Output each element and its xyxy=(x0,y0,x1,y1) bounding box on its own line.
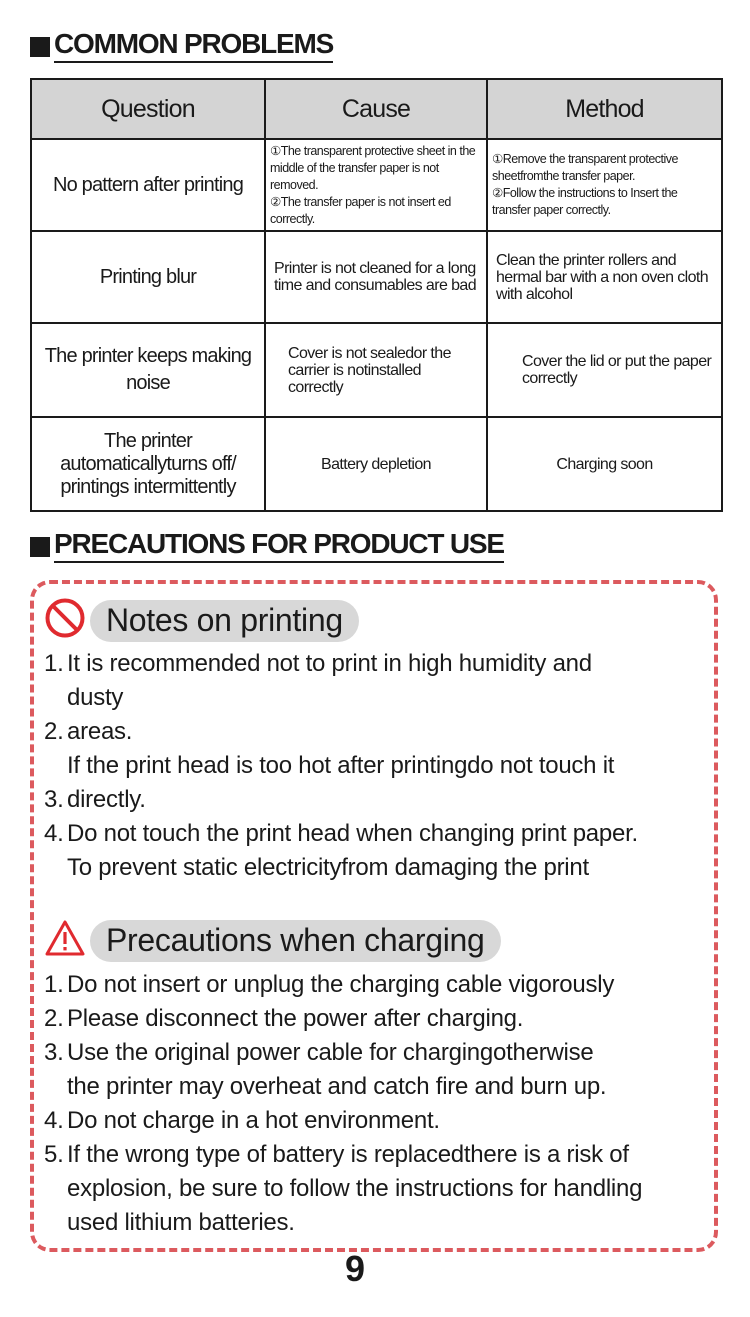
header-question: Question xyxy=(31,79,265,139)
method-cell: Clean the printer rollers and hermal bar with a non oven cloth with alcohol xyxy=(487,231,722,323)
heading-square-marker xyxy=(30,537,50,557)
header-method: Method xyxy=(487,79,722,139)
list-item: 1. It is recommended not to print in high humidity and dusty xyxy=(44,650,592,711)
cause-cell: Cover is not sealedor the carrier is notinstalled correctly xyxy=(265,323,487,417)
question-cell: The printer keeps making noise xyxy=(31,323,265,417)
printing-notes-list xyxy=(44,647,638,885)
list-item: 3. directly. xyxy=(44,786,146,813)
question-cell: Printing blur xyxy=(31,231,265,323)
precautions-heading: PRECAUTIONS FOR PRODUCT USE xyxy=(30,530,504,563)
list-item: 2. Please disconnect the power after charging. xyxy=(44,1005,524,1032)
precautions-charging-header xyxy=(44,918,501,963)
cause-cell: Battery depletion xyxy=(265,417,487,511)
table-row xyxy=(31,231,722,323)
question-cell: No pattern after printing xyxy=(31,139,265,231)
charging-notes-list xyxy=(44,968,642,1240)
warning-triangle-icon xyxy=(44,918,86,963)
list-item: 4. Do not charge in a hot environment. xyxy=(44,1107,440,1134)
header-cause: Cause xyxy=(265,79,487,139)
precautions-charging-title: Precautions when charging xyxy=(90,920,501,962)
heading-square-marker xyxy=(30,37,50,57)
list-item: 5. If the wrong type of battery is replacedthere is a risk of explosion, be sure to follow the instructions for handling used lithium batteries. xyxy=(44,1141,643,1236)
method-cell: Charging soon xyxy=(487,417,722,511)
list-item: 3. Use the original power cable for chargingotherwise the printer may overheat and catch fire and burn up. xyxy=(44,1039,607,1100)
page-number: 9 xyxy=(344,1248,366,1289)
notes-on-printing-header xyxy=(44,597,359,644)
common-problems-heading: COMMON PROBLEMS xyxy=(30,30,333,63)
method-cell: ①Remove the transparent protective sheetfromthe transfer paper. ②Follow the instructions to Insert the transfer paper correctly. xyxy=(487,139,722,231)
cause-cell: ①The transparent protective sheet in the middle of the transfer paper is not removed. ②The transfer paper is not insert ed correctly. xyxy=(265,139,487,231)
table-row xyxy=(31,139,722,231)
list-item: 1. Do not insert or unplug the charging cable vigorously xyxy=(44,971,615,998)
list-item: 2. areas. If the print head is too hot after printingdo not touch it xyxy=(44,718,615,779)
method-cell: Cover the lid or put the paper correctly xyxy=(487,323,722,417)
list-item: 4. Do not touch the print head when changing print paper. To prevent static electricityfrom damaging the print xyxy=(44,820,638,881)
table-header-row xyxy=(31,79,722,139)
no-entry-icon xyxy=(44,597,86,644)
table-row xyxy=(31,417,722,511)
common-problems-table xyxy=(30,78,723,512)
notes-on-printing-title: Notes on printing xyxy=(90,600,359,642)
table-row xyxy=(31,323,722,417)
cause-cell: Printer is not cleaned for a long time and consumables are bad xyxy=(265,231,487,323)
question-cell: The printer automaticallyturns off/ printings intermittently xyxy=(31,417,265,511)
